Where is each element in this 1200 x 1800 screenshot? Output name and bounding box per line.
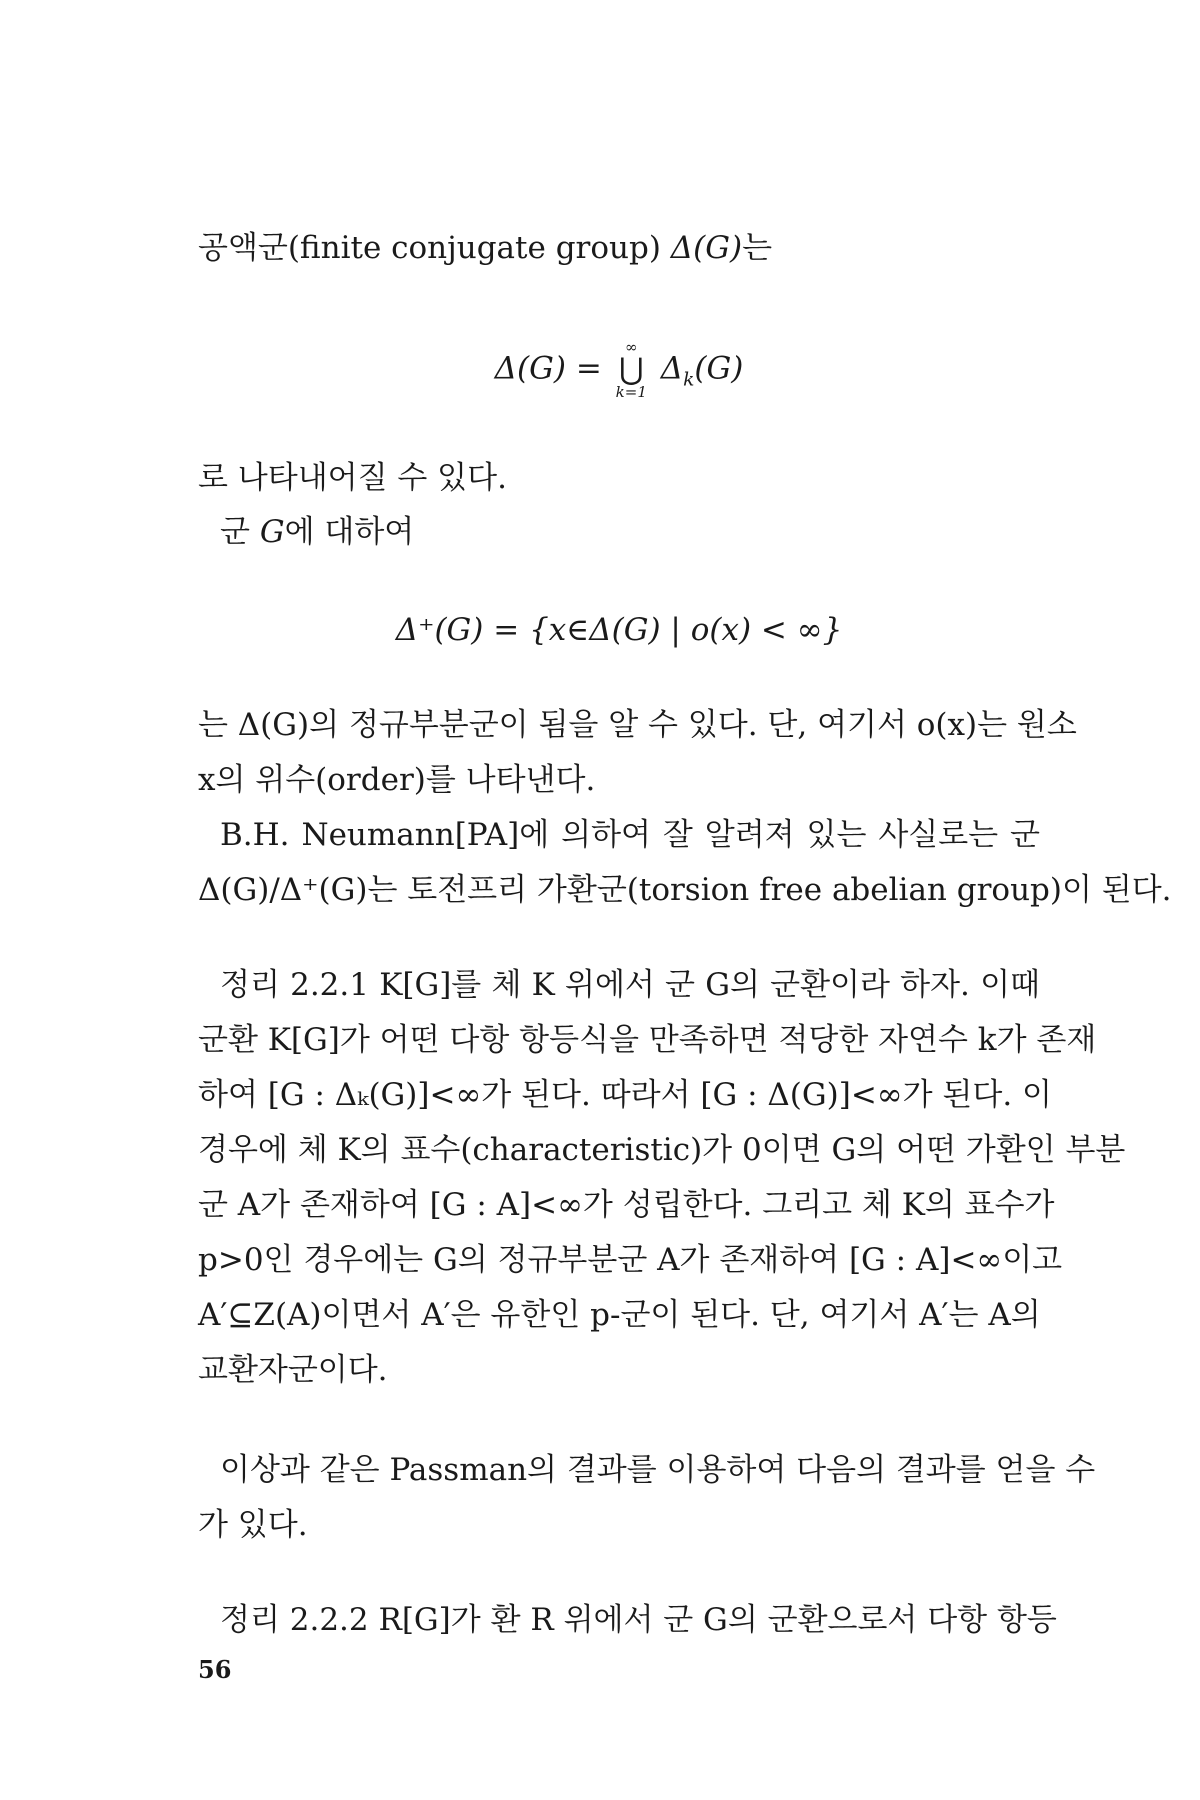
theorem-line: 군환 K[G]가 어떤 다항 항등식을 만족하면 적당한 자연수 k가 존재 — [198, 1022, 1097, 1058]
text-line — [198, 512, 1062, 552]
text-fragment: 에 대하여 — [284, 514, 415, 550]
equation-rhs-subscript: k — [683, 369, 695, 391]
intro-line — [198, 228, 1040, 268]
theorem-line: 군 A가 존재하여 [G : A]<∞가 성립한다. 그리고 체 K의 표수가 — [198, 1187, 1055, 1223]
group-variable: G — [259, 514, 285, 550]
text-line: 이상과 같은 Passman의 결과를 이용하여 다음의 결과를 얻을 수 — [220, 1452, 1096, 1488]
page-number: 56 — [198, 1655, 232, 1684]
equation-lhs: Δ(G) = — [494, 350, 602, 387]
text-line: 로 나타내어질 수 있다. — [198, 460, 507, 496]
text-line: 는 Δ(G)의 정규부분군이 됨을 알 수 있다. 단, 여기서 o(x)는 원소 — [198, 707, 1077, 743]
theorem-line: p>0인 경우에는 G의 정규부분군 A가 존재하여 [G : A]<∞이고 — [198, 1242, 1063, 1278]
theorem-line: 경우에 체 K의 표수(characteristic)가 0이면 G의 어떤 가환인 부분 — [198, 1132, 1126, 1168]
union-lower-limit: k=1 — [615, 383, 647, 401]
theorem-line: 정리 2.2.1 K[G]를 체 K 위에서 군 G의 군환이라 하자. 이때 — [220, 967, 1040, 1003]
text-line: x의 위수(order)를 나타낸다. — [198, 762, 596, 798]
text-line: 가 있다. — [198, 1507, 308, 1543]
theorem-2-2-2: 정리 2.2.2 R[G]가 환 R 위에서 군 G의 군환으로서 다항 항등 — [220, 1602, 1057, 1638]
theorem-line: 교환자군이다. — [198, 1352, 388, 1388]
equation-rhs: Δ — [660, 350, 684, 387]
union-upper-limit: ∞ — [625, 338, 638, 356]
text-fragment: 군 — [220, 514, 260, 550]
text-line: B.H. Neumann[PA]에 의하여 잘 알려져 있는 사실로는 군 — [220, 817, 1040, 853]
equation-rhs-arg: (G) — [694, 350, 744, 387]
delta-symbol: Δ(G) — [670, 230, 743, 266]
theorem-line: A′⊆Z(A)이면서 A′은 유한인 p-군이 된다. 단, 여기서 A′는 A의 — [198, 1297, 1041, 1333]
intro-suffix: 는 — [742, 230, 773, 266]
theorem-line: 하여 [G : Δₖ(G)]<∞가 된다. 따라서 [G : Δ(G)]<∞가 된다. 이 — [198, 1077, 1052, 1113]
equation-union — [198, 340, 1040, 400]
text-line: Δ(G)/Δ⁺(G)는 토전프리 가환군(torsion free abelian group)이 된다. — [198, 872, 1172, 908]
equation-delta-plus: Δ⁺(G) = {x∈Δ(G) | o(x) < ∞} — [395, 612, 843, 648]
intro-text: 공액군(finite conjugate group) — [198, 230, 671, 266]
union-operator — [616, 340, 647, 400]
union-symbol: ⋃ — [618, 352, 644, 387]
